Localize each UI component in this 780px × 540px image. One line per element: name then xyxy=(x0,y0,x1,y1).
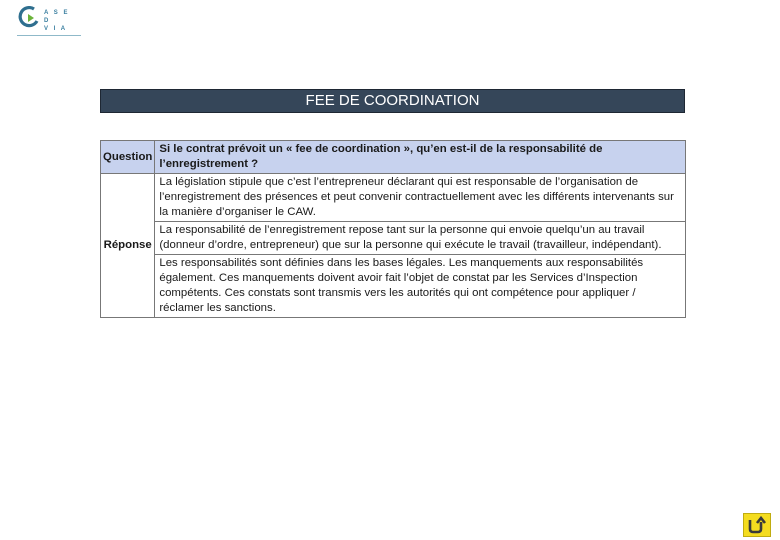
logo-text xyxy=(44,9,76,33)
question-label: Question xyxy=(101,141,155,174)
answer-row-3 xyxy=(101,255,686,318)
answer-paragraph-3: Les responsabilités sont définies dans les bases légales. Les manquements aux responsabilités également. Ces manquements doivent avoir fait l’objet de constat par les Services d’Inspection compétents. Ces constats sont transmis vers les autorités qui ont compétence pour appliquer / réclamer les sanctions. xyxy=(155,255,686,318)
question-text: Si le contrat prévoit un « fee de coordination », qu’en est-il de la responsabilité de l’enregistrement ? xyxy=(155,141,686,174)
answer-row-2 xyxy=(101,222,686,255)
question-row xyxy=(101,141,686,174)
answer-label: Réponse xyxy=(101,174,155,318)
logo-line-2: V I A xyxy=(44,26,68,32)
qa-table xyxy=(100,140,686,318)
back-button[interactable] xyxy=(743,513,771,537)
logo-mark-icon xyxy=(18,6,40,28)
return-arrow-icon xyxy=(747,516,767,534)
page-title: FEE DE COORDINATION xyxy=(100,89,685,113)
answer-row-1 xyxy=(101,174,686,222)
company-logo xyxy=(14,6,76,36)
answer-paragraph-1: La législation stipule que c’est l’entrepreneur déclarant qui est responsable de l’organisation de l’enregistrement des présences et peut convenir contractuellement avec les différents intervenants sur la manière d’organiser le CAW. xyxy=(155,174,686,222)
logo-line-1: A S E D xyxy=(44,10,70,24)
answer-paragraph-2: La responsabilité de l’enregistrement repose tant sur la personne qui envoie quelqu’un au travail (donneur d’ordre, entrepreneur) que sur la personne qui exécute le travail (travailleur, indépendant). xyxy=(155,222,686,255)
logo-underline xyxy=(17,35,81,36)
